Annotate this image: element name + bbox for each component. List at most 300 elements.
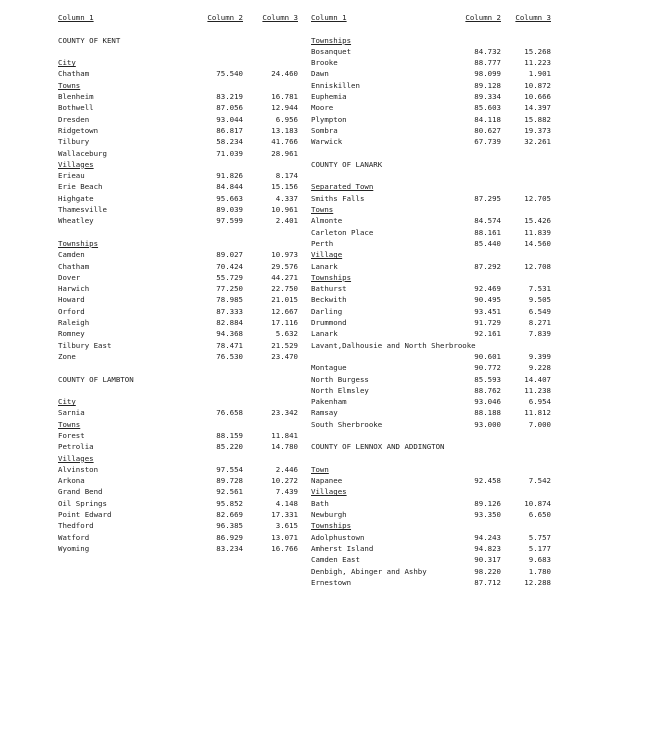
column-3-value: 10.961 [271, 205, 298, 215]
column-3-value: 9.505 [528, 295, 551, 305]
row-label: COUNTY OF LAMBTON [58, 374, 134, 384]
column-3-value: 10.666 [524, 92, 551, 102]
row-label: Townships [311, 521, 352, 531]
section-heading [311, 272, 561, 283]
row-label: COUNTY OF LENNOX AND ADDINGTON [311, 442, 445, 452]
column-3-value: 15.156 [271, 182, 298, 192]
column-2-value: 89.027 [216, 250, 243, 260]
column-2-value: 82.884 [216, 318, 243, 328]
column-3-value: 12.667 [271, 306, 298, 316]
column-3-value: 8.271 [528, 318, 551, 328]
section-heading [311, 520, 561, 531]
row-label: Camden [58, 250, 85, 260]
row-label: Villages [58, 453, 94, 463]
table-row [58, 148, 298, 159]
table-row [58, 249, 298, 260]
row-label: Towns [58, 80, 81, 90]
table-row [311, 328, 561, 339]
column-3-value: 15.426 [524, 216, 551, 226]
table-row [311, 351, 561, 362]
table-row [58, 125, 298, 136]
column-2-value: 93.451 [474, 306, 501, 316]
table-row [311, 419, 561, 430]
column-3-value: 24.460 [271, 69, 298, 79]
table-row [58, 68, 298, 79]
table-row [311, 396, 561, 407]
column-2-value: 87.295 [474, 193, 501, 203]
column-2-value: 84.118 [474, 114, 501, 124]
column-2-value: 88.161 [474, 227, 501, 237]
column-2-value: 85.220 [216, 442, 243, 452]
column-2-value: 88.159 [216, 430, 243, 440]
table-row [58, 498, 298, 509]
column-2-value: 88.188 [474, 408, 501, 418]
column-3-value: 11.841 [271, 430, 298, 440]
table-row [311, 475, 561, 486]
table-row [311, 407, 561, 418]
table-row [311, 46, 561, 57]
table-row [311, 554, 561, 565]
table-row [311, 170, 561, 181]
table-row [58, 543, 298, 554]
column-2-value: 93.000 [474, 419, 501, 429]
table-row [311, 136, 561, 147]
table-row [58, 374, 298, 385]
column-2-value: 92.161 [474, 329, 501, 339]
column-2-value: 93.046 [474, 397, 501, 407]
row-label: Villages [311, 487, 347, 497]
section-heading [311, 249, 561, 260]
column-2-value: 90.772 [474, 363, 501, 373]
column-2-value: 90.601 [474, 351, 501, 361]
column-3-value: 1.780 [528, 566, 551, 576]
table-row [58, 35, 298, 46]
row-label: Forest [58, 430, 85, 440]
table-row [311, 227, 561, 238]
row-label: Ridgetown [58, 125, 99, 135]
row-label: Erie Beach [58, 182, 103, 192]
column-3-value: 21.015 [271, 295, 298, 305]
table-row [58, 351, 298, 362]
table-row [311, 57, 561, 68]
row-label: Village [311, 250, 343, 260]
column-3-value: 41.766 [271, 137, 298, 147]
column-3-value: 3.615 [275, 521, 298, 531]
row-label: Oil Springs [58, 498, 107, 508]
row-label: Highgate [58, 193, 94, 203]
table-row [311, 430, 561, 441]
table-row [311, 306, 561, 317]
column-2-value: 85.593 [474, 374, 501, 384]
column-3-value: 6.650 [528, 510, 551, 520]
column-3-value: 22.750 [271, 284, 298, 294]
column-3-value: Column 3 [515, 13, 551, 22]
column-3-value: 10.973 [271, 250, 298, 260]
row-label: Moore [311, 103, 334, 113]
table-row [58, 317, 298, 328]
row-label: Column 1 [58, 13, 94, 22]
column-3-value: 21.529 [271, 340, 298, 350]
table-row [58, 204, 298, 215]
column-3-value: 11.223 [524, 58, 551, 68]
column-2-value: 90.495 [474, 295, 501, 305]
table-row [311, 577, 561, 588]
row-label: Bosanquet [311, 46, 352, 56]
column-2-value: 86.817 [216, 125, 243, 135]
row-label: Carleton Place [311, 227, 374, 237]
table-row [311, 261, 561, 272]
column-3-value: 4.148 [275, 498, 298, 508]
section-heading [58, 80, 298, 91]
row-label: Petrolia [58, 442, 94, 452]
row-label: Amherst Island [311, 543, 374, 553]
row-label: South Sherbrooke [311, 419, 383, 429]
column-2-value: 92.458 [474, 476, 501, 486]
row-label: Perth [311, 238, 334, 248]
column-3-value: 7.439 [275, 487, 298, 497]
row-label: Townships [311, 35, 352, 45]
table-row [58, 215, 298, 226]
row-label: Separated Town [311, 182, 374, 192]
row-label: Darling [311, 306, 343, 316]
row-label: Euphemia [311, 92, 347, 102]
table-row [58, 261, 298, 272]
row-label: Watford [58, 532, 90, 542]
table-row [58, 407, 298, 418]
column-3-value: 9.683 [528, 555, 551, 565]
left-column [58, 12, 298, 554]
row-label: Sombra [311, 125, 338, 135]
row-label: Warwick [311, 137, 343, 147]
column-2-value: 76.530 [216, 351, 243, 361]
section-heading [58, 419, 298, 430]
row-label: Alvinston [58, 464, 99, 474]
section-heading [311, 181, 561, 192]
table-row [311, 453, 561, 464]
row-label: Towns [311, 205, 334, 215]
column-3-value: 7.839 [528, 329, 551, 339]
row-label: Bathurst [311, 284, 347, 294]
column-2-value: 84.844 [216, 182, 243, 192]
row-label: Grand Bend [58, 487, 103, 497]
column-3-value: 4.337 [275, 193, 298, 203]
row-label: Adolphustown [311, 532, 365, 542]
column-2-value: 77.250 [216, 284, 243, 294]
column-3-value: 8.174 [275, 171, 298, 181]
row-label: Orford [58, 306, 85, 316]
section-heading [311, 464, 561, 475]
row-label: Dover [58, 272, 81, 282]
column-2-value: 97.554 [216, 464, 243, 474]
row-label: Raleigh [58, 318, 90, 328]
column-3-value: 10.272 [271, 476, 298, 486]
column-3-value: 29.576 [271, 261, 298, 271]
row-label: Towns [58, 419, 81, 429]
table-row [58, 114, 298, 125]
column-2-value: 78.471 [216, 340, 243, 350]
table-row [311, 283, 561, 294]
row-label: Camden East [311, 555, 360, 565]
section-heading [311, 204, 561, 215]
column-2-value: 58.234 [216, 137, 243, 147]
row-label: Smiths Falls [311, 193, 365, 203]
row-label: Harwich [58, 284, 90, 294]
table-row [311, 543, 561, 554]
section-heading [58, 453, 298, 464]
column-3-value: 5.632 [275, 329, 298, 339]
table-row [311, 294, 561, 305]
column-3-value: 5.177 [528, 543, 551, 553]
table-row [58, 23, 298, 34]
row-label: Brooke [311, 58, 338, 68]
row-label: Almonte [311, 216, 343, 226]
table-row [311, 148, 561, 159]
section-heading [58, 57, 298, 68]
column-3-value: 7.542 [528, 476, 551, 486]
table-row [58, 486, 298, 497]
table-row [311, 23, 561, 34]
row-label: Lanark [311, 261, 338, 271]
column-header-row [58, 12, 298, 23]
column-2-value: 95.852 [216, 498, 243, 508]
right-column [311, 12, 561, 588]
column-3-value: 7.531 [528, 284, 551, 294]
row-label: City [58, 397, 76, 407]
row-label: Napanee [311, 476, 343, 486]
column-3-value: 9.228 [528, 363, 551, 373]
column-2-value: Column 2 [465, 13, 501, 22]
row-label: Ramsay [311, 408, 338, 418]
column-3-value: 15.268 [524, 46, 551, 56]
table-row [311, 566, 561, 577]
table-row [58, 46, 298, 57]
table-row [58, 509, 298, 520]
column-2-value: 94.243 [474, 532, 501, 542]
row-label: Column 1 [311, 13, 347, 22]
column-2-value: 70.424 [216, 261, 243, 271]
table-row [58, 340, 298, 351]
row-label: COUNTY OF KENT [58, 35, 121, 45]
column-2-value: 94.823 [474, 543, 501, 553]
row-label: Townships [311, 272, 352, 282]
column-2-value: 80.627 [474, 125, 501, 135]
column-2-value: 84.574 [474, 216, 501, 226]
row-label: Beckwith [311, 295, 347, 305]
table-row [311, 159, 561, 170]
column-2-value: 85.440 [474, 238, 501, 248]
table-row [58, 532, 298, 543]
column-3-value: 11.839 [524, 227, 551, 237]
column-3-value: 17.331 [271, 510, 298, 520]
table-row [58, 283, 298, 294]
row-label: Plympton [311, 114, 347, 124]
column-2-value: 82.669 [216, 510, 243, 520]
column-2-value: 88.777 [474, 58, 501, 68]
section-heading [58, 159, 298, 170]
column-2-value: 89.334 [474, 92, 501, 102]
column-2-value: 71.039 [216, 148, 243, 158]
column-3-value: 13.183 [271, 125, 298, 135]
column-3-value: 23.470 [271, 351, 298, 361]
section-heading [58, 238, 298, 249]
table-row [311, 385, 561, 396]
column-2-value: 98.099 [474, 69, 501, 79]
column-3-value: 7.000 [528, 419, 551, 429]
column-3-value: 6.549 [528, 306, 551, 316]
column-3-value: 13.071 [271, 532, 298, 542]
column-2-value: 78.985 [216, 295, 243, 305]
table-row [58, 520, 298, 531]
table-row [311, 441, 561, 452]
section-heading [311, 35, 561, 46]
column-2-value: 89.126 [474, 498, 501, 508]
column-2-value: 75.540 [216, 69, 243, 79]
column-2-value: 92.469 [474, 284, 501, 294]
row-label: Erieau [58, 171, 85, 181]
column-3-value: 17.116 [271, 318, 298, 328]
table-row [58, 102, 298, 113]
table-row [311, 340, 561, 351]
column-2-value: 97.599 [216, 216, 243, 226]
column-3-value: 16.781 [271, 92, 298, 102]
column-3-value: 11.812 [524, 408, 551, 418]
column-2-value: 95.663 [216, 193, 243, 203]
row-label: Dawn [311, 69, 329, 79]
table-row [311, 80, 561, 91]
row-label: Tilbury East [58, 340, 112, 350]
row-label: COUNTY OF LANARK [311, 159, 383, 169]
table-row [58, 294, 298, 305]
row-label: Thamesville [58, 205, 107, 215]
table-row [58, 193, 298, 204]
table-row [58, 385, 298, 396]
row-label: Zone [58, 351, 76, 361]
row-label: Town [311, 464, 329, 474]
table-row [58, 227, 298, 238]
row-label: Romney [58, 329, 85, 339]
column-2-value: 83.234 [216, 543, 243, 553]
row-label: City [58, 58, 76, 68]
column-3-value: 32.261 [524, 137, 551, 147]
column-2-value: 93.044 [216, 114, 243, 124]
column-3-value: 14.407 [524, 374, 551, 384]
row-label: Point Edward [58, 510, 112, 520]
column-2-value: 87.333 [216, 306, 243, 316]
column-2-value: 89.039 [216, 205, 243, 215]
row-label: North Elmsley [311, 385, 369, 395]
row-label: Dresden [58, 114, 90, 124]
row-label: Bothwell [58, 103, 94, 113]
column-3-value: 15.882 [524, 114, 551, 124]
table-row [58, 430, 298, 441]
row-label: North Burgess [311, 374, 369, 384]
table-row [311, 498, 561, 509]
row-label: Montague [311, 363, 347, 373]
row-label: Enniskillen [311, 80, 360, 90]
column-3-value: 6.954 [528, 397, 551, 407]
column-2-value: 67.739 [474, 137, 501, 147]
column-2-value: 76.658 [216, 408, 243, 418]
row-label: Thedford [58, 521, 94, 531]
column-3-value: 12.288 [524, 577, 551, 587]
column-2-value: 90.317 [474, 555, 501, 565]
table-row [311, 114, 561, 125]
table-row [311, 509, 561, 520]
column-3-value: 9.399 [528, 351, 551, 361]
table-row [58, 328, 298, 339]
table-row [58, 136, 298, 147]
table-row [311, 374, 561, 385]
column-2-value: 96.385 [216, 521, 243, 531]
column-2-value: 94.368 [216, 329, 243, 339]
table-row [58, 306, 298, 317]
column-2-value: 98.220 [474, 566, 501, 576]
table-row [58, 464, 298, 475]
column-2-value: 86.929 [216, 532, 243, 542]
column-3-value: 6.956 [275, 114, 298, 124]
column-3-value: 28.961 [271, 148, 298, 158]
row-label: Newburgh [311, 510, 347, 520]
row-label: Wyoming [58, 543, 90, 553]
column-3-value: 44.271 [271, 272, 298, 282]
row-label: Drummond [311, 318, 347, 328]
table-row [311, 238, 561, 249]
column-2-value: 83.219 [216, 92, 243, 102]
table-row [58, 441, 298, 452]
table-row [58, 91, 298, 102]
column-3-value: 5.757 [528, 532, 551, 542]
table-row [311, 102, 561, 113]
column-3-value: 12.944 [271, 103, 298, 113]
column-2-value: 91.729 [474, 318, 501, 328]
column-2-value: 88.762 [474, 385, 501, 395]
column-2-value: 89.128 [474, 80, 501, 90]
row-label: Blenheim [58, 92, 94, 102]
column-2-value: 87.056 [216, 103, 243, 113]
table-row [311, 532, 561, 543]
section-heading [58, 396, 298, 407]
column-3-value: 10.872 [524, 80, 551, 90]
column-3-value: 10.874 [524, 498, 551, 508]
table-row [311, 362, 561, 373]
row-label: Villages [58, 159, 94, 169]
column-2-value: 55.729 [216, 272, 243, 282]
table-row [58, 272, 298, 283]
row-label: Sarnia [58, 408, 85, 418]
row-label: Arkona [58, 476, 85, 486]
table-row [58, 362, 298, 373]
table-row [311, 91, 561, 102]
row-label: Tilbury [58, 137, 90, 147]
column-3-value: 14.780 [271, 442, 298, 452]
table-row [311, 125, 561, 136]
table-row [58, 181, 298, 192]
table-row [311, 317, 561, 328]
column-3-value: 16.766 [271, 543, 298, 553]
table-row [311, 215, 561, 226]
column-2-value: 93.350 [474, 510, 501, 520]
section-heading [311, 486, 561, 497]
column-2-value: 87.292 [474, 261, 501, 271]
row-label: Lanark [311, 329, 338, 339]
column-3-value: 1.901 [528, 69, 551, 79]
column-2-value: 85.603 [474, 103, 501, 113]
column-3-value: 23.342 [271, 408, 298, 418]
row-label: Chatham [58, 261, 90, 271]
row-label: Pakenham [311, 397, 347, 407]
row-label: Wheatley [58, 216, 94, 226]
row-label: Wallaceburg [58, 148, 107, 158]
